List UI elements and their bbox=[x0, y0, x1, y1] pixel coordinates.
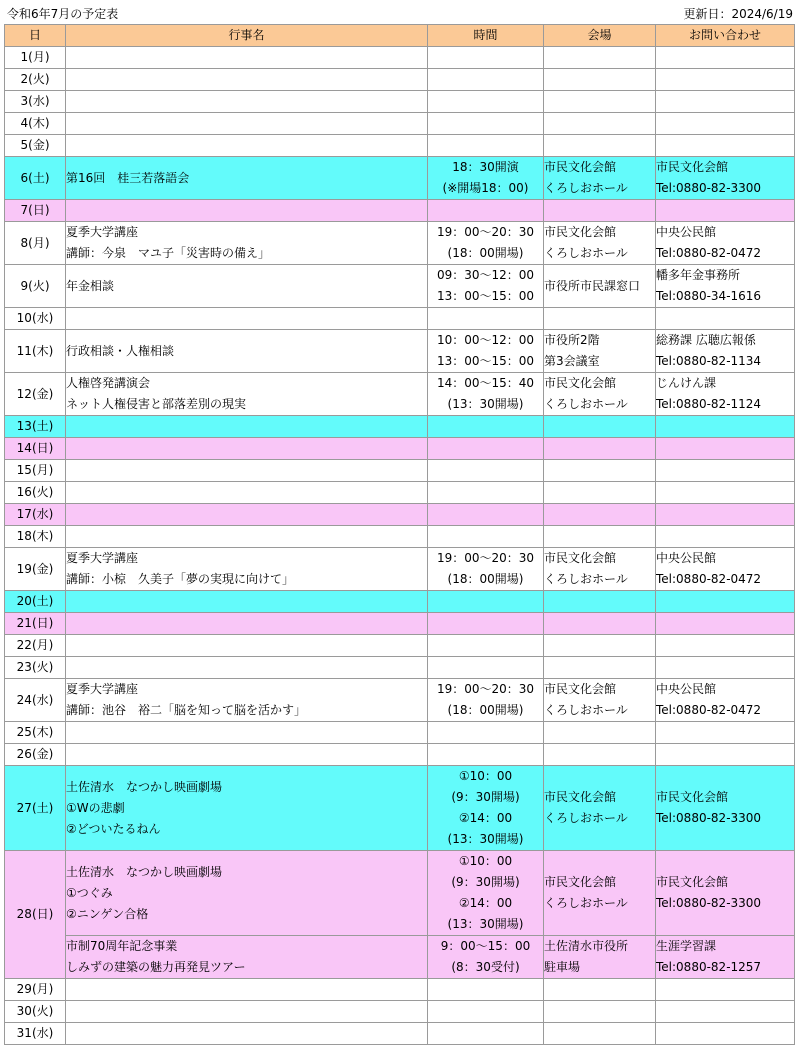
cell-line: 人権啓発講演会 bbox=[66, 376, 151, 390]
event-venue-cell bbox=[544, 69, 656, 91]
event-contact-cell bbox=[656, 526, 795, 548]
cell-line: 第16回 桂三若落語会 bbox=[66, 170, 190, 185]
day-cell: 22(月) bbox=[5, 635, 66, 657]
table-row bbox=[5, 591, 795, 613]
event-name-cell bbox=[66, 69, 428, 91]
event-venue-cell bbox=[544, 373, 656, 416]
event-venue-cell bbox=[544, 330, 656, 373]
cell-line: 駐車場 bbox=[544, 960, 581, 974]
cell-line: くろしおホール bbox=[544, 811, 628, 825]
cell-line: Tel:0880-82-0472 bbox=[656, 572, 762, 586]
cell-line: Tel:0880-82-1124 bbox=[656, 397, 762, 411]
event-name-cell bbox=[66, 1023, 428, 1045]
event-venue-cell bbox=[544, 416, 656, 438]
cell-line: (13：30開場) bbox=[447, 832, 524, 846]
table-header-row bbox=[5, 25, 795, 47]
cell-line: くろしおホール bbox=[544, 703, 628, 717]
event-time-cell bbox=[428, 222, 544, 265]
page-header bbox=[0, 0, 800, 24]
event-time-cell bbox=[428, 936, 544, 979]
cell-line: 市民文化会館 bbox=[544, 225, 617, 239]
event-venue-cell bbox=[544, 657, 656, 679]
cell-line: しみずの建築の魅力再発見ツアー bbox=[66, 960, 246, 974]
cell-line: (18：00開場) bbox=[447, 572, 524, 586]
event-venue-cell bbox=[544, 1001, 656, 1023]
event-name-cell bbox=[66, 657, 428, 679]
event-contact-cell bbox=[656, 113, 795, 135]
cell-line: (13：30開場) bbox=[447, 917, 524, 931]
table-row bbox=[5, 416, 795, 438]
event-name-cell bbox=[66, 200, 428, 222]
event-time-cell bbox=[428, 591, 544, 613]
cell-line: 中央公民館 bbox=[656, 551, 717, 565]
day-cell: 31(水) bbox=[5, 1023, 66, 1045]
event-name-cell bbox=[66, 635, 428, 657]
table-row bbox=[5, 1001, 795, 1023]
cell-line: 19：00～20：30 bbox=[436, 551, 535, 565]
event-name-cell bbox=[66, 504, 428, 526]
cell-line: くろしおホール bbox=[544, 572, 628, 586]
event-venue-cell bbox=[544, 438, 656, 460]
cell-line: ①Wの悲劇 bbox=[66, 800, 125, 815]
cell-line: 10：00～12：00 bbox=[436, 333, 535, 347]
cell-line: Tel:0880-82-3300 bbox=[656, 181, 762, 195]
schedule-table bbox=[4, 24, 795, 1045]
event-time-cell bbox=[428, 200, 544, 222]
event-contact-cell bbox=[656, 548, 795, 591]
event-time-cell bbox=[428, 1023, 544, 1045]
event-venue-cell bbox=[544, 504, 656, 526]
cell-line: ②14：00 bbox=[458, 896, 513, 910]
cell-line: 行政相談・人権相談 bbox=[66, 343, 175, 358]
column-header-day: 日 bbox=[5, 25, 66, 47]
cell-line: Tel:0880-82-3300 bbox=[656, 896, 762, 910]
event-contact-cell bbox=[656, 744, 795, 766]
cell-line: 講師：今泉 マユ子「災害時の備え」 bbox=[66, 246, 271, 260]
event-venue-cell bbox=[544, 91, 656, 113]
table-row bbox=[5, 936, 795, 979]
event-contact-cell bbox=[656, 373, 795, 416]
event-contact-cell bbox=[656, 591, 795, 613]
cell-line: 総務課 広聴広報係 bbox=[656, 333, 756, 347]
cell-line: じんけん課 bbox=[656, 376, 717, 390]
column-header-time: 時間 bbox=[428, 25, 544, 47]
event-venue-cell bbox=[544, 722, 656, 744]
event-time-cell bbox=[428, 851, 544, 936]
day-cell: 14(日) bbox=[5, 438, 66, 460]
cell-line: 09：30～12：00 bbox=[436, 268, 535, 282]
cell-line: くろしおホール bbox=[544, 181, 628, 195]
day-cell: 12(金) bbox=[5, 373, 66, 416]
event-time-cell bbox=[428, 330, 544, 373]
cell-line: 市役所市民課窓口 bbox=[544, 278, 641, 293]
event-contact-cell bbox=[656, 979, 795, 1001]
event-venue-cell bbox=[544, 766, 656, 851]
cell-line: Tel:0880-34-1616 bbox=[656, 289, 762, 303]
event-name-cell bbox=[66, 766, 428, 851]
event-time-cell bbox=[428, 438, 544, 460]
event-name-cell bbox=[66, 373, 428, 416]
cell-line: 幡多年金事務所 bbox=[656, 268, 741, 282]
day-cell: 18(木) bbox=[5, 526, 66, 548]
event-time-cell bbox=[428, 47, 544, 69]
cell-line: 市民文化会館 bbox=[656, 790, 729, 804]
event-name-cell bbox=[66, 526, 428, 548]
cell-line: 夏季大学講座 bbox=[66, 225, 139, 239]
day-cell: 1(月) bbox=[5, 47, 66, 69]
cell-line: ①つぐみ bbox=[66, 885, 113, 900]
day-cell: 2(火) bbox=[5, 69, 66, 91]
event-venue-cell bbox=[544, 460, 656, 482]
event-venue-cell bbox=[544, 936, 656, 979]
event-venue-cell bbox=[544, 200, 656, 222]
event-time-cell bbox=[428, 744, 544, 766]
day-cell: 17(水) bbox=[5, 504, 66, 526]
event-contact-cell bbox=[656, 657, 795, 679]
event-time-cell bbox=[428, 1001, 544, 1023]
event-time-cell bbox=[428, 265, 544, 308]
event-name-cell bbox=[66, 936, 428, 979]
day-cell: 7(日) bbox=[5, 200, 66, 222]
event-time-cell bbox=[428, 69, 544, 91]
day-cell: 4(木) bbox=[5, 113, 66, 135]
event-time-cell bbox=[428, 722, 544, 744]
event-venue-cell bbox=[544, 526, 656, 548]
event-contact-cell bbox=[656, 460, 795, 482]
event-name-cell bbox=[66, 679, 428, 722]
cell-line: くろしおホール bbox=[544, 246, 628, 260]
event-name-cell bbox=[66, 722, 428, 744]
event-contact-cell bbox=[656, 504, 795, 526]
table-row bbox=[5, 222, 795, 265]
day-cell: 8(月) bbox=[5, 222, 66, 265]
event-contact-cell bbox=[656, 635, 795, 657]
day-cell: 16(火) bbox=[5, 482, 66, 504]
event-contact-cell bbox=[656, 766, 795, 851]
event-venue-cell bbox=[544, 222, 656, 265]
cell-line: 第3会議室 bbox=[544, 354, 600, 368]
event-time-cell bbox=[428, 635, 544, 657]
cell-line: 土佐清水 なつかし映画劇場 bbox=[66, 864, 223, 879]
event-contact-cell bbox=[656, 679, 795, 722]
event-name-cell bbox=[66, 979, 428, 1001]
day-cell: 28(日) bbox=[5, 851, 66, 979]
cell-line: 14：00～15：40 bbox=[436, 376, 535, 390]
event-time-cell bbox=[428, 91, 544, 113]
event-venue-cell bbox=[544, 851, 656, 936]
table-row bbox=[5, 47, 795, 69]
cell-line: 13：00～15：00 bbox=[436, 289, 535, 303]
day-cell: 5(金) bbox=[5, 135, 66, 157]
cell-line: Tel:0880-82-3300 bbox=[656, 811, 762, 825]
cell-line: (18：00開場) bbox=[447, 246, 524, 260]
cell-line: ①10：00 bbox=[458, 769, 513, 783]
event-venue-cell bbox=[544, 47, 656, 69]
event-venue-cell bbox=[544, 548, 656, 591]
event-name-cell bbox=[66, 47, 428, 69]
day-cell: 24(水) bbox=[5, 679, 66, 722]
event-name-cell bbox=[66, 851, 428, 936]
cell-line: 市民文化会館 bbox=[544, 682, 617, 696]
event-time-cell bbox=[428, 657, 544, 679]
event-name-cell bbox=[66, 1001, 428, 1023]
event-name-cell bbox=[66, 330, 428, 373]
table-row bbox=[5, 679, 795, 722]
table-row bbox=[5, 635, 795, 657]
cell-line: 市役所2階 bbox=[544, 333, 600, 347]
event-venue-cell bbox=[544, 135, 656, 157]
event-venue-cell bbox=[544, 613, 656, 635]
day-cell: 21(日) bbox=[5, 613, 66, 635]
cell-line: Tel:0880-82-1257 bbox=[656, 960, 762, 974]
column-header-event: 行事名 bbox=[66, 25, 428, 47]
cell-line: 夏季大学講座 bbox=[66, 551, 139, 565]
table-row bbox=[5, 526, 795, 548]
cell-line: Tel:0880-82-0472 bbox=[656, 246, 762, 260]
event-time-cell bbox=[428, 373, 544, 416]
day-cell: 20(土) bbox=[5, 591, 66, 613]
table-row bbox=[5, 113, 795, 135]
cell-line: ②ニンゲン合格 bbox=[66, 906, 149, 921]
cell-line: 19：00～20：30 bbox=[436, 682, 535, 696]
cell-line: 中央公民館 bbox=[656, 225, 717, 239]
event-contact-cell bbox=[656, 69, 795, 91]
event-time-cell bbox=[428, 157, 544, 200]
cell-line: Tel:0880-82-0472 bbox=[656, 703, 762, 717]
day-cell: 15(月) bbox=[5, 460, 66, 482]
cell-line: ②14：00 bbox=[458, 811, 513, 825]
page-title: 令和6年7月の予定表 bbox=[7, 7, 119, 21]
table-row bbox=[5, 330, 795, 373]
event-time-cell bbox=[428, 416, 544, 438]
table-row bbox=[5, 91, 795, 113]
cell-line: 市民文化会館 bbox=[656, 875, 729, 889]
event-contact-cell bbox=[656, 482, 795, 504]
cell-line: 市民文化会館 bbox=[544, 875, 617, 889]
event-contact-cell bbox=[656, 200, 795, 222]
event-time-cell bbox=[428, 548, 544, 591]
cell-line: 9：00～15：00 bbox=[440, 939, 531, 953]
event-venue-cell bbox=[544, 635, 656, 657]
table-row bbox=[5, 766, 795, 851]
day-cell: 23(火) bbox=[5, 657, 66, 679]
cell-line: 市制70周年記念事業 bbox=[66, 939, 178, 953]
event-time-cell bbox=[428, 613, 544, 635]
table-row bbox=[5, 657, 795, 679]
cell-line: 19：00～20：30 bbox=[436, 225, 535, 239]
event-name-cell bbox=[66, 744, 428, 766]
event-name-cell bbox=[66, 157, 428, 200]
cell-line: (8：30受付) bbox=[451, 960, 520, 974]
table-row bbox=[5, 979, 795, 1001]
cell-line: 講師：池谷 裕二「脳を知って脳を活かす」 bbox=[66, 703, 307, 717]
table-row bbox=[5, 373, 795, 416]
event-contact-cell bbox=[656, 47, 795, 69]
event-contact-cell bbox=[656, 222, 795, 265]
day-cell: 27(土) bbox=[5, 766, 66, 851]
table-row bbox=[5, 613, 795, 635]
event-venue-cell bbox=[544, 265, 656, 308]
event-contact-cell bbox=[656, 265, 795, 308]
table-row bbox=[5, 135, 795, 157]
event-venue-cell bbox=[544, 113, 656, 135]
table-row bbox=[5, 308, 795, 330]
event-time-cell bbox=[428, 308, 544, 330]
event-contact-cell bbox=[656, 416, 795, 438]
updated-date: 更新日：2024/6/19 bbox=[683, 7, 793, 21]
event-time-cell bbox=[428, 113, 544, 135]
table-row bbox=[5, 200, 795, 222]
event-name-cell bbox=[66, 113, 428, 135]
table-row bbox=[5, 744, 795, 766]
event-contact-cell bbox=[656, 438, 795, 460]
event-time-cell bbox=[428, 766, 544, 851]
event-contact-cell bbox=[656, 330, 795, 373]
event-time-cell bbox=[428, 135, 544, 157]
event-contact-cell bbox=[656, 308, 795, 330]
day-cell: 6(土) bbox=[5, 157, 66, 200]
cell-line: 市民文化会館 bbox=[544, 551, 617, 565]
event-contact-cell bbox=[656, 1001, 795, 1023]
day-cell: 10(水) bbox=[5, 308, 66, 330]
cell-line: 市民文化会館 bbox=[656, 160, 729, 174]
cell-line: Tel:0880-82-1134 bbox=[656, 354, 762, 368]
cell-line: ネット人権侵害と部落差別の現実 bbox=[66, 397, 247, 411]
table-row bbox=[5, 722, 795, 744]
event-contact-cell bbox=[656, 722, 795, 744]
event-venue-cell bbox=[544, 744, 656, 766]
cell-line: 18：30開演 bbox=[452, 160, 519, 174]
table-row bbox=[5, 851, 795, 936]
event-contact-cell bbox=[656, 91, 795, 113]
day-cell: 29(月) bbox=[5, 979, 66, 1001]
event-venue-cell bbox=[544, 591, 656, 613]
event-name-cell bbox=[66, 613, 428, 635]
cell-line: ②どついたるねん bbox=[66, 821, 161, 836]
day-cell: 26(金) bbox=[5, 744, 66, 766]
event-name-cell bbox=[66, 548, 428, 591]
day-cell: 30(火) bbox=[5, 1001, 66, 1023]
event-time-cell bbox=[428, 526, 544, 548]
column-header-venue: 会場 bbox=[544, 25, 656, 47]
event-name-cell bbox=[66, 482, 428, 504]
cell-line: 市民文化会館 bbox=[544, 376, 617, 390]
cell-line: 夏季大学講座 bbox=[66, 682, 139, 696]
event-name-cell bbox=[66, 460, 428, 482]
cell-line: 中央公民館 bbox=[656, 682, 717, 696]
event-time-cell bbox=[428, 482, 544, 504]
table-row bbox=[5, 482, 795, 504]
table-row bbox=[5, 265, 795, 308]
event-name-cell bbox=[66, 438, 428, 460]
event-contact-cell bbox=[656, 613, 795, 635]
event-contact-cell bbox=[656, 851, 795, 936]
cell-line: 土佐清水 なつかし映画劇場 bbox=[66, 779, 223, 794]
table-row bbox=[5, 69, 795, 91]
day-cell: 11(木) bbox=[5, 330, 66, 373]
table-row bbox=[5, 438, 795, 460]
cell-line: 13：00～15：00 bbox=[436, 354, 535, 368]
event-name-cell bbox=[66, 308, 428, 330]
cell-line: (18：00開場) bbox=[447, 703, 524, 717]
event-time-cell bbox=[428, 979, 544, 1001]
day-cell: 3(水) bbox=[5, 91, 66, 113]
event-time-cell bbox=[428, 460, 544, 482]
event-time-cell bbox=[428, 679, 544, 722]
cell-line: 市民文化会館 bbox=[544, 160, 617, 174]
event-name-cell bbox=[66, 135, 428, 157]
event-name-cell bbox=[66, 222, 428, 265]
day-cell: 19(金) bbox=[5, 548, 66, 591]
event-contact-cell bbox=[656, 135, 795, 157]
event-name-cell bbox=[66, 591, 428, 613]
event-contact-cell bbox=[656, 1023, 795, 1045]
table-row bbox=[5, 460, 795, 482]
event-venue-cell bbox=[544, 308, 656, 330]
cell-line: 講師：小椋 久美子「夢の実現に向けて」 bbox=[66, 572, 295, 586]
event-venue-cell bbox=[544, 482, 656, 504]
event-contact-cell bbox=[656, 936, 795, 979]
cell-line: 土佐清水市役所 bbox=[544, 939, 629, 953]
table-row bbox=[5, 157, 795, 200]
table-row bbox=[5, 548, 795, 591]
event-name-cell bbox=[66, 416, 428, 438]
cell-line: くろしおホール bbox=[544, 397, 628, 411]
cell-line: 市民文化会館 bbox=[544, 790, 617, 804]
day-cell: 13(土) bbox=[5, 416, 66, 438]
cell-line: 年金相談 bbox=[66, 278, 115, 293]
event-venue-cell bbox=[544, 157, 656, 200]
cell-line: (9：30開場) bbox=[451, 790, 520, 804]
event-name-cell bbox=[66, 91, 428, 113]
event-contact-cell bbox=[656, 157, 795, 200]
schedule-body bbox=[5, 47, 795, 1045]
event-time-cell bbox=[428, 504, 544, 526]
cell-line: 生涯学習課 bbox=[656, 939, 717, 953]
day-cell: 9(火) bbox=[5, 265, 66, 308]
event-venue-cell bbox=[544, 679, 656, 722]
day-cell: 25(木) bbox=[5, 722, 66, 744]
table-row bbox=[5, 504, 795, 526]
table-row bbox=[5, 1023, 795, 1045]
event-name-cell bbox=[66, 265, 428, 308]
cell-line: (9：30開場) bbox=[451, 875, 520, 889]
event-venue-cell bbox=[544, 1023, 656, 1045]
event-venue-cell bbox=[544, 979, 656, 1001]
cell-line: (13：30開場) bbox=[447, 397, 524, 411]
column-header-contact: お問い合わせ bbox=[656, 25, 795, 47]
cell-line: (※開場18：00) bbox=[442, 181, 529, 195]
cell-line: くろしおホール bbox=[544, 896, 628, 910]
cell-line: ①10：00 bbox=[458, 854, 513, 868]
